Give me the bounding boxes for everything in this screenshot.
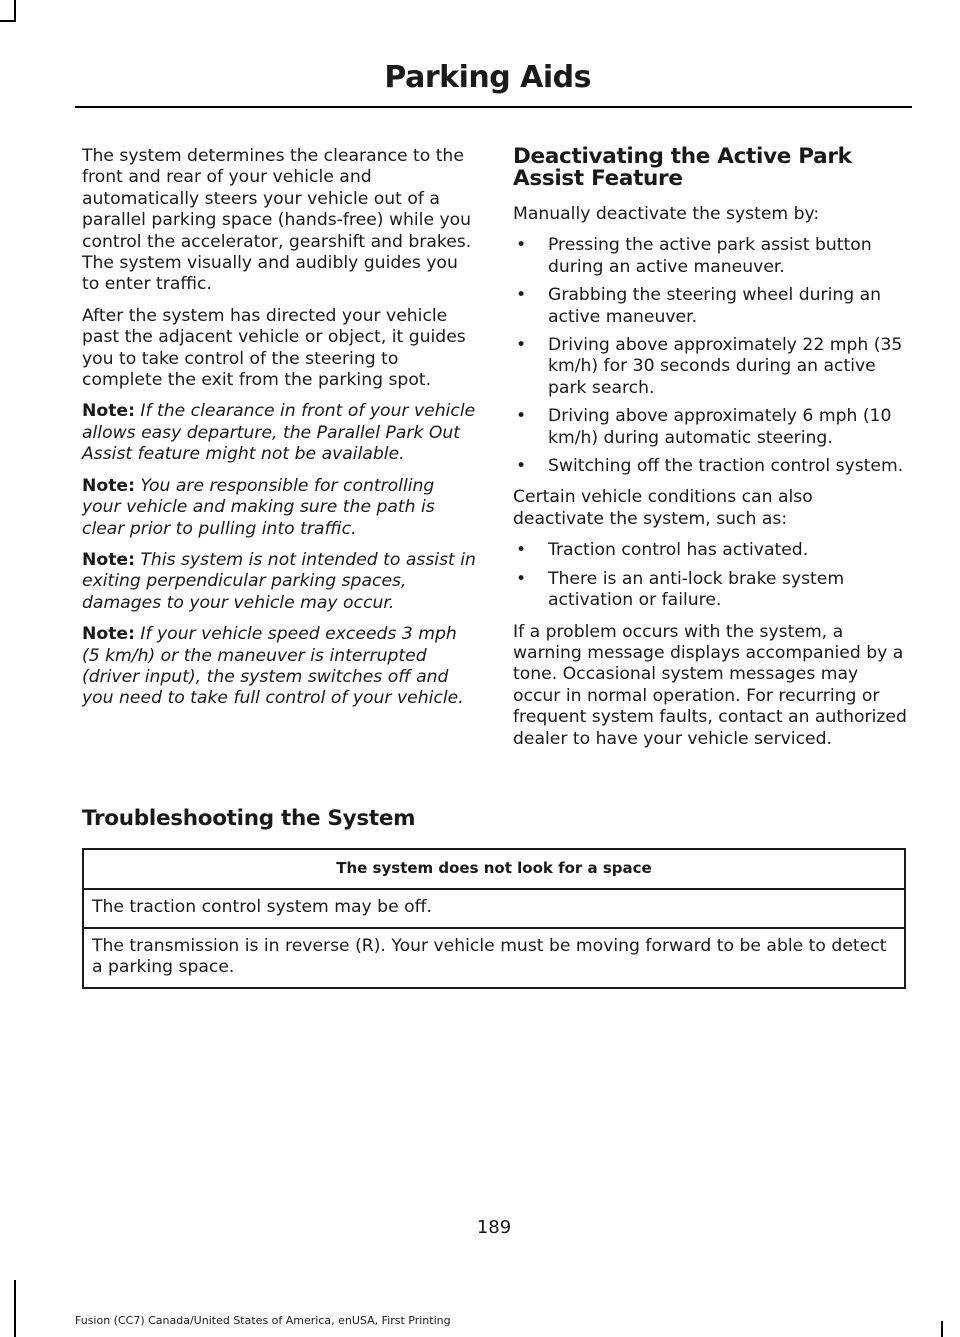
note-label: Note: [82, 549, 135, 570]
page-number: 189 [476, 1217, 512, 1238]
list-item [513, 406, 907, 449]
table-row [83, 889, 905, 927]
note-text: If the clearance in front of your vehicle allows easy departure, the Parallel Park Out Assist feature might not be available. [82, 401, 476, 465]
list-item [513, 335, 907, 399]
list-item [513, 569, 907, 612]
bullet-icon: • [516, 235, 527, 256]
list-item-text: Traction control has activated. [548, 540, 809, 561]
bullet-icon: • [516, 406, 527, 427]
page-footer: Fusion (CC7) Canada/United States of America, enUSA, First Printing [75, 1314, 451, 1327]
condition-list [513, 540, 907, 611]
left-column [82, 146, 476, 720]
note-label: Note: [82, 624, 135, 645]
note [82, 624, 476, 710]
paragraph: Manually deactivate the system by: [513, 204, 820, 224]
list-item-text: Switching off the traction control system. [548, 456, 904, 477]
paragraph: The system determines the clearance to the front and rear of your vehicle and automatically steers your vehicle out of a parallel parking space (hands-free) while you control the accelerator, gearshift and brakes. The system visually and audibly guides you to enter traffic. [82, 146, 472, 295]
table-cell: The traction control system may be off. [83, 889, 905, 927]
bullet-icon: • [516, 540, 527, 561]
crop-mark-bottom-left [14, 1280, 16, 1337]
troubleshooting-table [82, 848, 906, 989]
paragraph: After the system has directed your vehicle past the adjacent vehicle or object, it guides you to take control of the steering to complete the exit from the parking spot. [82, 305, 466, 391]
note-text: If your vehicle speed exceeds 3 mph (5 km/h) or the maneuver is interrupted (driver input), the system switches off and you need to take full control of your vehicle. [82, 624, 464, 709]
bullet-icon: • [516, 335, 527, 356]
table-row [83, 928, 905, 988]
note-label: Note: [82, 475, 135, 496]
note-text: You are responsible for controlling your vehicle and making sure the path is clear prior to pulling into traffic. [82, 475, 435, 539]
list-item-text: Pressing the active park assist button during an active maneuver. [548, 235, 872, 277]
list-item [513, 235, 907, 278]
note-text: This system is not intended to assist in exiting perpendicular parking spaces, damages to your vehicle may occur. [82, 549, 476, 613]
section-heading-deactivating: Deactivating the Active Park Assist Feature [513, 144, 852, 191]
paragraph: Certain vehicle conditions can also deactivate the system, such as: [513, 487, 813, 529]
note-label: Note: [82, 401, 135, 422]
paragraph: If a problem occurs with the system, a warning message displays accompanied by a tone. Occasional system messages may occur in normal operation. For recurring or frequent system faults, contact an authorized dealer to have your vehicle serviced. [513, 621, 907, 749]
section-heading-troubleshooting: Troubleshooting the System [82, 806, 416, 831]
header-rule [75, 106, 912, 108]
list-item [513, 285, 907, 328]
table-cell: The transmission is in reverse (R). Your vehicle must be moving forward to be able to detect a parking space. [83, 928, 905, 988]
list-item [513, 540, 907, 561]
table-header-cell: The system does not look for a space [83, 849, 905, 889]
right-column [513, 146, 907, 760]
list-item-text: Driving above approximately 22 mph (35 km/h) for 30 seconds during an active park search. [548, 335, 903, 398]
manual-deactivation-list [513, 235, 907, 477]
list-item [513, 456, 907, 477]
list-item-text: There is an anti-lock brake system activation or failure. [548, 568, 845, 611]
note [82, 550, 476, 614]
bullet-icon: • [516, 456, 527, 477]
note [82, 401, 476, 465]
table-header-row [83, 849, 905, 889]
list-item-text: Driving above approximately 6 mph (10 km/h) during automatic steering. [548, 406, 892, 448]
bullet-icon: • [516, 568, 527, 589]
crop-mark-top-left-vertical [14, 0, 16, 22]
page-header-title: Parking Aids [384, 60, 591, 95]
note [82, 476, 476, 540]
crop-mark-bottom-right [941, 1321, 943, 1337]
crop-mark-top-left-horizontal [0, 20, 16, 22]
bullet-icon: • [516, 285, 527, 306]
list-item-text: Grabbing the steering wheel during an active maneuver. [548, 285, 882, 327]
